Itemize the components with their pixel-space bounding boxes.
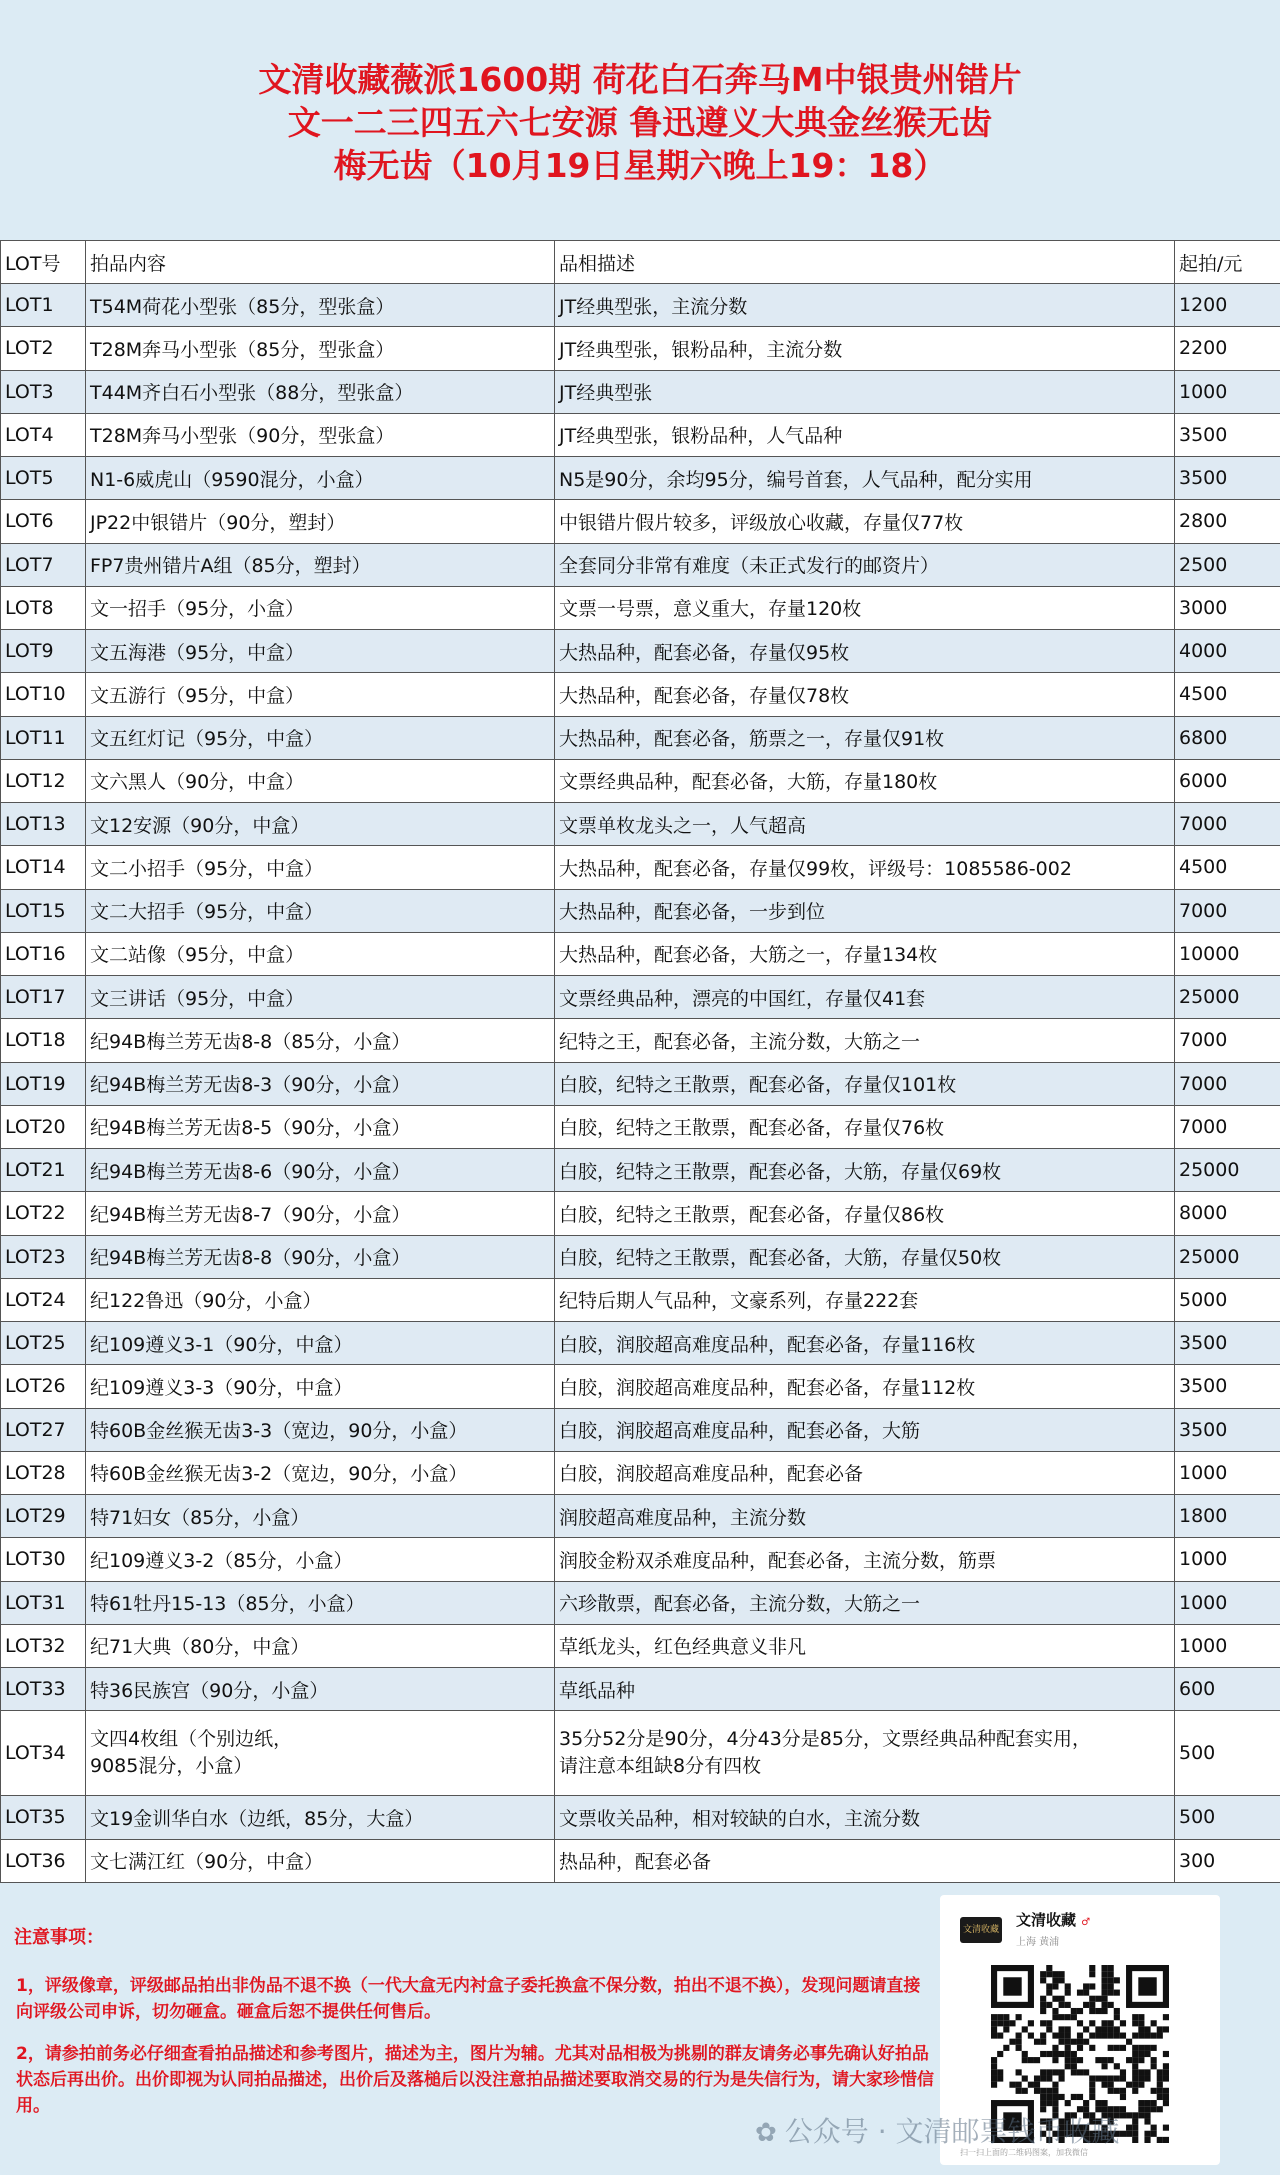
lot-content: 特60B金丝猴无齿3-2（宽边，90分，小盒） bbox=[86, 1451, 555, 1494]
table-row bbox=[1, 1668, 1280, 1711]
lot-start-price: 1800 bbox=[1175, 1495, 1280, 1538]
lot-start-price: 1000 bbox=[1175, 1624, 1280, 1667]
lot-content: 纪94B梅兰芳无齿8-5（90分，小盒） bbox=[86, 1105, 555, 1148]
watermark bbox=[755, 2110, 1120, 2150]
qr-account-name-text: 文清收藏 bbox=[1016, 1911, 1077, 1929]
qr-logo: 文清收藏 bbox=[960, 1917, 1002, 1943]
lot-description: 大热品种，配套必备，筋票之一，存量仅91枚 bbox=[555, 716, 1175, 759]
lot-description: JT经典型张，主流分数 bbox=[555, 284, 1175, 327]
lot-description: 文票经典品种，配套必备，大筋，存量180枚 bbox=[555, 759, 1175, 802]
lot-description: 文票单枚龙头之一，人气超高 bbox=[555, 803, 1175, 846]
notes-item-2: 2，请参拍前务必仔细查看拍品描述和参考图片，描述为主，图片为辅。尤其对品相极为挑剔的群友请务必事先确认好拍品状态后再出价。出价即视为认同拍品描述，出价后及落槌后以没注意拍品描述要取消交易的行为是失信行为，请大家珍惜信用。 bbox=[16, 2044, 934, 2116]
lot-number: LOT4 bbox=[1, 413, 86, 456]
lot-content: 文二站像（95分，中盒） bbox=[86, 932, 555, 975]
lot-start-price: 4500 bbox=[1175, 846, 1280, 889]
table-row bbox=[1, 1624, 1280, 1667]
lot-content: 特71妇女（85分，小盒） bbox=[86, 1495, 555, 1538]
lot-description: JT经典型张 bbox=[555, 370, 1175, 413]
table-row bbox=[1, 1365, 1280, 1408]
lot-number: LOT3 bbox=[1, 370, 86, 413]
lot-content: 特60B金丝猴无齿3-3（宽边，90分，小盒） bbox=[86, 1408, 555, 1451]
lot-number: LOT24 bbox=[1, 1278, 86, 1321]
lot-description: 草纸品种 bbox=[555, 1668, 1175, 1711]
lot-start-price: 3500 bbox=[1175, 1365, 1280, 1408]
lot-content: 文七满江红（90分，中盒） bbox=[86, 1839, 555, 1882]
lot-number: LOT26 bbox=[1, 1365, 86, 1408]
lot-content: T44M齐白石小型张（88分，型张盒） bbox=[86, 370, 555, 413]
notes-item-1: 1，评级像章，评级邮品拍出非伪品不退不换（一代大盒无内衬盒子委托换盒不保分数，拍出不退不换），发现问题请直接向评级公司申诉，切勿砸盒。砸盒后恕不提供任何售后。 bbox=[16, 1976, 921, 2022]
lot-start-price: 4000 bbox=[1175, 630, 1280, 673]
table-row bbox=[1, 457, 1280, 500]
title-line-1: 文清收藏薇派1600期 荷花白石奔马M中银贵州错片 bbox=[258, 60, 1022, 99]
lot-start-price: 25000 bbox=[1175, 976, 1280, 1019]
lot-description: 白胶，纪特之王散票，配套必备，存量仅101枚 bbox=[555, 1062, 1175, 1105]
lot-description: 白胶，纪特之王散票，配套必备，大筋，存量仅50枚 bbox=[555, 1235, 1175, 1278]
lot-number: LOT7 bbox=[1, 543, 86, 586]
lot-content: 特61牡丹15-13（85分，小盒） bbox=[86, 1581, 555, 1624]
lot-content: N1-6威虎山（9590混分，小盒） bbox=[86, 457, 555, 500]
table-row bbox=[1, 1538, 1280, 1581]
lot-description: 文票收关品种，相对较缺的白水，主流分数 bbox=[555, 1796, 1175, 1839]
table-row bbox=[1, 889, 1280, 932]
lot-content: 纪94B梅兰芳无齿8-7（90分，小盒） bbox=[86, 1192, 555, 1235]
lot-start-price: 3000 bbox=[1175, 586, 1280, 629]
lot-content: JP22中银错片（90分，塑封） bbox=[86, 500, 555, 543]
lot-number: LOT29 bbox=[1, 1495, 86, 1538]
lot-start-price: 7000 bbox=[1175, 1062, 1280, 1105]
lot-number: LOT35 bbox=[1, 1796, 86, 1839]
lot-content: T54M荷花小型张（85分，型张盒） bbox=[86, 284, 555, 327]
lot-content: 文五游行（95分，中盒） bbox=[86, 673, 555, 716]
lot-content: 纪94B梅兰芳无齿8-3（90分，小盒） bbox=[86, 1062, 555, 1105]
lot-content: 文三讲话（95分，中盒） bbox=[86, 976, 555, 1019]
lot-start-price: 1000 bbox=[1175, 370, 1280, 413]
lot-number: LOT2 bbox=[1, 327, 86, 370]
lot-content: 文19金训华白水（边纸，85分，大盒） bbox=[86, 1796, 555, 1839]
lot-start-price: 300 bbox=[1175, 1839, 1280, 1882]
lot-content: 文四4枚组（个别边纸， 9085混分，小盒） bbox=[86, 1711, 555, 1796]
lot-number: LOT19 bbox=[1, 1062, 86, 1105]
table-row bbox=[1, 1149, 1280, 1192]
lot-number: LOT36 bbox=[1, 1839, 86, 1882]
lot-number: LOT13 bbox=[1, 803, 86, 846]
lot-description: 大热品种，配套必备，一步到位 bbox=[555, 889, 1175, 932]
lot-description: 文票一号票，意义重大，存量120枚 bbox=[555, 586, 1175, 629]
lot-number: LOT20 bbox=[1, 1105, 86, 1148]
lot-number: LOT25 bbox=[1, 1322, 86, 1365]
lot-start-price: 3500 bbox=[1175, 457, 1280, 500]
lot-start-price: 7000 bbox=[1175, 1105, 1280, 1148]
lot-number: LOT11 bbox=[1, 716, 86, 759]
title-line-3: 梅无齿（10月19日星期六晚上19：18） bbox=[333, 146, 947, 185]
lot-description: 纪特之王，配套必备，主流分数，大筋之一 bbox=[555, 1019, 1175, 1062]
table-row bbox=[1, 673, 1280, 716]
lot-content: T28M奔马小型张（85分，型张盒） bbox=[86, 327, 555, 370]
lot-number: LOT9 bbox=[1, 630, 86, 673]
notes-heading: 注意事项： bbox=[14, 1927, 104, 1948]
lot-description: 润胶金粉双杀难度品种，配套必备，主流分数，筋票 bbox=[555, 1538, 1175, 1581]
table-row bbox=[1, 1839, 1280, 1882]
lot-description: 白胶，纪特之王散票，配套必备，大筋，存量仅69枚 bbox=[555, 1149, 1175, 1192]
lot-number: LOT18 bbox=[1, 1019, 86, 1062]
lot-table-body bbox=[1, 284, 1280, 1883]
lot-content: 特36民族宫（90分，小盒） bbox=[86, 1668, 555, 1711]
lot-number: LOT15 bbox=[1, 889, 86, 932]
lot-content: 文五红灯记（95分，中盒） bbox=[86, 716, 555, 759]
lot-content: 纪122鲁迅（90分，小盒） bbox=[86, 1278, 555, 1321]
lot-description: 六珍散票，配套必备，主流分数，大筋之一 bbox=[555, 1581, 1175, 1624]
lot-content: FP7贵州错片A组（85分，塑封） bbox=[86, 543, 555, 586]
wechat-icon: ✿ bbox=[755, 2118, 777, 2148]
table-row bbox=[1, 284, 1280, 327]
lot-start-price: 7000 bbox=[1175, 803, 1280, 846]
table-row bbox=[1, 1278, 1280, 1321]
lot-start-price: 1200 bbox=[1175, 284, 1280, 327]
lot-description: 大热品种，配套必备，存量仅99枚，评级号：1085586-002 bbox=[555, 846, 1175, 889]
lot-start-price: 8000 bbox=[1175, 1192, 1280, 1235]
lot-content: 纪94B梅兰芳无齿8-8（90分，小盒） bbox=[86, 1235, 555, 1278]
lot-content: 文二大招手（95分，中盒） bbox=[86, 889, 555, 932]
lot-number: LOT34 bbox=[1, 1711, 86, 1796]
lot-description: N5是90分，余均95分，编号首套，人气品种，配分实用 bbox=[555, 457, 1175, 500]
lot-description: 润胶超高难度品种，主流分数 bbox=[555, 1495, 1175, 1538]
qr-scan-hint: 扫一扫上面的二维码图案，加我微信 bbox=[960, 2148, 1088, 2157]
lot-description: 白胶，润胶超高难度品种，配套必备，存量112枚 bbox=[555, 1365, 1175, 1408]
header-description: 品相描述 bbox=[555, 241, 1175, 284]
lot-description: 文票经典品种，漂亮的中国红，存量仅41套 bbox=[555, 976, 1175, 1019]
qr-account-name bbox=[1016, 1909, 1090, 1930]
lot-description: 白胶，润胶超高难度品种，配套必备 bbox=[555, 1451, 1175, 1494]
title-line-2: 文一二三四五六七安源 鲁迅遵义大典金丝猴无齿 bbox=[287, 103, 993, 142]
lot-start-price: 4500 bbox=[1175, 673, 1280, 716]
table-row bbox=[1, 543, 1280, 586]
lot-start-price: 1000 bbox=[1175, 1581, 1280, 1624]
header-lot: LOT号 bbox=[1, 241, 86, 284]
lot-start-price: 1000 bbox=[1175, 1451, 1280, 1494]
lot-start-price: 3500 bbox=[1175, 1322, 1280, 1365]
lot-start-price: 600 bbox=[1175, 1668, 1280, 1711]
lot-number: LOT28 bbox=[1, 1451, 86, 1494]
table-row bbox=[1, 803, 1280, 846]
watermark-text: 公众号 · 文清邮票钱币收藏 bbox=[784, 2115, 1120, 2148]
lot-description: 白胶，润胶超高难度品种，配套必备，大筋 bbox=[555, 1408, 1175, 1451]
table-row bbox=[1, 1192, 1280, 1235]
gender-icon: ♂ bbox=[1081, 1917, 1091, 1928]
lot-content: 纪71大典（80分，中盒） bbox=[86, 1624, 555, 1667]
lot-description: JT经典型张，银粉品种，人气品种 bbox=[555, 413, 1175, 456]
lot-start-price: 10000 bbox=[1175, 932, 1280, 975]
lot-start-price: 3500 bbox=[1175, 413, 1280, 456]
header-content: 拍品内容 bbox=[86, 241, 555, 284]
table-row bbox=[1, 327, 1280, 370]
lot-number: LOT17 bbox=[1, 976, 86, 1019]
lot-description: 大热品种，配套必备，存量仅95枚 bbox=[555, 630, 1175, 673]
table-row bbox=[1, 1711, 1280, 1796]
table-row bbox=[1, 716, 1280, 759]
lot-start-price: 25000 bbox=[1175, 1235, 1280, 1278]
lot-number: LOT1 bbox=[1, 284, 86, 327]
lot-description: 中银错片假片较多，评级放心收藏，存量仅77枚 bbox=[555, 500, 1175, 543]
table-row bbox=[1, 500, 1280, 543]
lot-start-price: 2500 bbox=[1175, 543, 1280, 586]
lot-number: LOT8 bbox=[1, 586, 86, 629]
lot-number: LOT5 bbox=[1, 457, 86, 500]
lot-number: LOT31 bbox=[1, 1581, 86, 1624]
lot-description: 全套同分非常有难度（未正式发行的邮资片） bbox=[555, 543, 1175, 586]
lot-table bbox=[0, 240, 1280, 1883]
lot-number: LOT21 bbox=[1, 1149, 86, 1192]
lot-description: 热品种，配套必备 bbox=[555, 1839, 1175, 1882]
lot-description: JT经典型张，银粉品种，主流分数 bbox=[555, 327, 1175, 370]
lot-content: 文12安源（90分，中盒） bbox=[86, 803, 555, 846]
lot-description: 纪特后期人气品种，文豪系列，存量222套 bbox=[555, 1278, 1175, 1321]
header-start-price: 起拍/元 bbox=[1175, 241, 1280, 284]
lot-start-price: 2800 bbox=[1175, 500, 1280, 543]
table-row bbox=[1, 1581, 1280, 1624]
lot-start-price: 7000 bbox=[1175, 889, 1280, 932]
lot-content: 文六黑人（90分，中盒） bbox=[86, 759, 555, 802]
lot-content: 纪94B梅兰芳无齿8-6（90分，小盒） bbox=[86, 1149, 555, 1192]
table-row bbox=[1, 976, 1280, 1019]
table-row bbox=[1, 413, 1280, 456]
notes-section bbox=[14, 1925, 934, 2135]
lot-description: 草纸龙头，红色经典意义非凡 bbox=[555, 1624, 1175, 1667]
lot-number: LOT27 bbox=[1, 1408, 86, 1451]
lot-content: 文一招手（95分，小盒） bbox=[86, 586, 555, 629]
table-row bbox=[1, 846, 1280, 889]
lot-start-price: 2200 bbox=[1175, 327, 1280, 370]
lot-content: 纪94B梅兰芳无齿8-8（85分，小盒） bbox=[86, 1019, 555, 1062]
table-row bbox=[1, 1451, 1280, 1494]
table-row bbox=[1, 1322, 1280, 1365]
lot-description: 白胶，纪特之王散票，配套必备，存量仅76枚 bbox=[555, 1105, 1175, 1148]
lot-start-price: 500 bbox=[1175, 1796, 1280, 1839]
lot-number: LOT16 bbox=[1, 932, 86, 975]
lot-start-price: 3500 bbox=[1175, 1408, 1280, 1451]
lot-content: T28M奔马小型张（90分，型张盒） bbox=[86, 413, 555, 456]
lot-number: LOT33 bbox=[1, 1668, 86, 1711]
lot-description: 大热品种，配套必备，存量仅78枚 bbox=[555, 673, 1175, 716]
page-title bbox=[0, 58, 1280, 187]
qr-location: 上海 黄浦 bbox=[1016, 1937, 1060, 1948]
table-row bbox=[1, 1495, 1280, 1538]
lot-content: 纪109遵义3-2（85分，小盒） bbox=[86, 1538, 555, 1581]
lot-start-price: 500 bbox=[1175, 1711, 1280, 1796]
lot-number: LOT22 bbox=[1, 1192, 86, 1235]
table-row bbox=[1, 586, 1280, 629]
lot-description: 白胶，纪特之王散票，配套必备，存量仅86枚 bbox=[555, 1192, 1175, 1235]
table-row bbox=[1, 1235, 1280, 1278]
table-row bbox=[1, 1796, 1280, 1839]
lot-start-price: 5000 bbox=[1175, 1278, 1280, 1321]
table-row bbox=[1, 1019, 1280, 1062]
lot-number: LOT6 bbox=[1, 500, 86, 543]
lot-description: 35分52分是90分，4分43分是85分，文票经典品种配套实用， 请注意本组缺8分有四枚 bbox=[555, 1711, 1175, 1796]
lot-number: LOT14 bbox=[1, 846, 86, 889]
lot-content: 纪109遵义3-3（90分，中盒） bbox=[86, 1365, 555, 1408]
table-row bbox=[1, 1062, 1280, 1105]
lot-number: LOT32 bbox=[1, 1624, 86, 1667]
table-row bbox=[1, 1105, 1280, 1148]
lot-content: 纪109遵义3-1（90分，中盒） bbox=[86, 1322, 555, 1365]
lot-description: 白胶，润胶超高难度品种，配套必备，存量116枚 bbox=[555, 1322, 1175, 1365]
lot-description: 大热品种，配套必备，大筋之一，存量134枚 bbox=[555, 932, 1175, 975]
lot-content: 文二小招手（95分，中盒） bbox=[86, 846, 555, 889]
lot-number: LOT12 bbox=[1, 759, 86, 802]
lot-start-price: 25000 bbox=[1175, 1149, 1280, 1192]
table-row bbox=[1, 932, 1280, 975]
lot-start-price: 1000 bbox=[1175, 1538, 1280, 1581]
lot-number: LOT23 bbox=[1, 1235, 86, 1278]
lot-start-price: 6800 bbox=[1175, 716, 1280, 759]
table-row bbox=[1, 1408, 1280, 1451]
table-row bbox=[1, 759, 1280, 802]
lot-number: LOT30 bbox=[1, 1538, 86, 1581]
lot-start-price: 7000 bbox=[1175, 1019, 1280, 1062]
lot-content: 文五海港（95分，中盒） bbox=[86, 630, 555, 673]
lot-number: LOT10 bbox=[1, 673, 86, 716]
table-row bbox=[1, 630, 1280, 673]
lot-start-price: 6000 bbox=[1175, 759, 1280, 802]
table-row bbox=[1, 370, 1280, 413]
table-header-row bbox=[1, 241, 1280, 284]
